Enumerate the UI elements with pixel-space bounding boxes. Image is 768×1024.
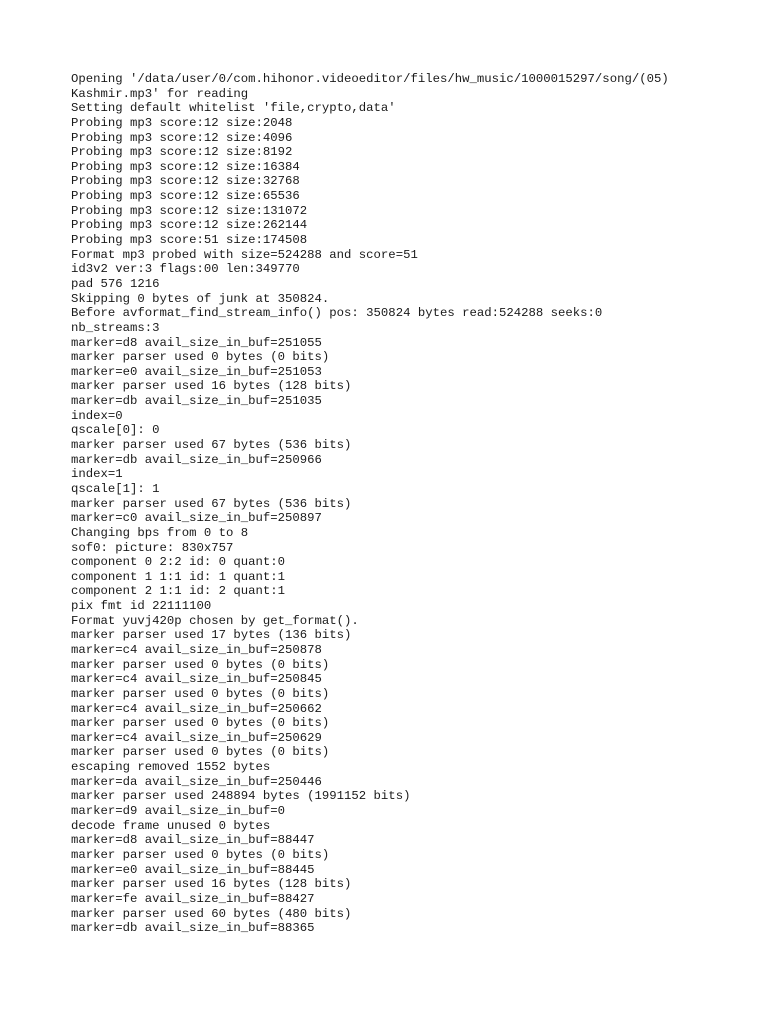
log-line: id3v2 ver:3 flags:00 len:349770	[71, 262, 300, 277]
log-line: Probing mp3 score:12 size:131072	[71, 203, 308, 218]
log-line: marker parser used 60 bytes (480 bits)	[71, 906, 352, 921]
log-line: marker parser used 67 bytes (536 bits)	[71, 438, 352, 453]
log-line: marker parser used 17 bytes (136 bits)	[71, 628, 352, 643]
log-line: Before avformat_find_stream_info() pos: 350824 bytes read:524288 seeks:0	[71, 306, 603, 321]
log-line: marker parser used 0 bytes (0 bits)	[71, 686, 330, 701]
log-line: marker parser used 0 bytes (0 bits)	[71, 745, 330, 760]
log-line: Probing mp3 score:12 size:16384	[71, 159, 300, 174]
log-line: marker=c4 avail_size_in_buf=250629	[71, 730, 322, 745]
log-line: marker=da avail_size_in_buf=250446	[71, 774, 322, 789]
log-line: index=1	[71, 467, 123, 482]
log-line: marker=c4 avail_size_in_buf=250878	[71, 642, 322, 657]
log-line: Changing bps from 0 to 8	[71, 525, 249, 540]
log-line: qscale[1]: 1	[71, 481, 160, 496]
log-line: Probing mp3 score:12 size:2048	[71, 115, 293, 130]
log-line: marker=e0 avail_size_in_buf=251053	[71, 364, 322, 379]
log-line: marker=db avail_size_in_buf=251035	[71, 394, 322, 409]
log-line: Probing mp3 score:12 size:4096	[71, 130, 293, 145]
log-line: marker=d9 avail_size_in_buf=0	[71, 804, 286, 819]
log-line: Probing mp3 score:12 size:65536	[71, 189, 300, 204]
log-line: Probing mp3 score:51 size:174508	[71, 233, 308, 248]
log-line: sof0: picture: 830x757	[71, 540, 234, 555]
log-line: Skipping 0 bytes of junk at 350824.	[71, 291, 330, 306]
log-line: Probing mp3 score:12 size:262144	[71, 218, 308, 233]
log-line: index=0	[71, 408, 123, 423]
log-line: marker=db avail_size_in_buf=88365	[71, 921, 315, 936]
log-line: marker=c4 avail_size_in_buf=250845	[71, 672, 322, 687]
log-line: marker=fe avail_size_in_buf=88427	[71, 891, 315, 906]
log-line: component 1 1:1 id: 1 quant:1	[71, 569, 286, 584]
log-line: marker=e0 avail_size_in_buf=88445	[71, 862, 315, 877]
log-line: marker parser used 0 bytes (0 bits)	[71, 350, 330, 365]
log-text-block	[71, 72, 751, 936]
log-line: marker=d8 avail_size_in_buf=88447	[71, 833, 315, 848]
log-line: marker=c0 avail_size_in_buf=250897	[71, 511, 322, 526]
log-line: Setting default whitelist 'file,crypto,data'	[71, 101, 396, 116]
log-line: decode frame unused 0 bytes	[71, 818, 271, 833]
log-line: marker parser used 248894 bytes (1991152 bits)	[71, 789, 411, 804]
log-line: marker=d8 avail_size_in_buf=251055	[71, 335, 322, 350]
log-line: Format yuvj420p chosen by get_format().	[71, 613, 359, 628]
log-line: marker parser used 16 bytes (128 bits)	[71, 379, 352, 394]
log-line: component 0 2:2 id: 0 quant:0	[71, 555, 286, 570]
log-line: escaping removed 1552 bytes	[71, 760, 271, 775]
log-line: marker parser used 67 bytes (536 bits)	[71, 496, 352, 511]
log-line: Opening '/data/user/0/com.hihonor.videoeditor/files/hw_music/1000015297/song/(05)	[71, 72, 669, 86]
log-line: marker parser used 0 bytes (0 bits)	[71, 657, 330, 672]
log-line: marker parser used 16 bytes (128 bits)	[71, 877, 352, 892]
log-line: pad 576 1216	[71, 276, 160, 291]
log-line: component 2 1:1 id: 2 quant:1	[71, 584, 286, 599]
log-line: pix fmt id 22111100	[71, 599, 212, 614]
log-line: marker=c4 avail_size_in_buf=250662	[71, 701, 322, 716]
log-line: nb_streams:3	[71, 320, 160, 335]
log-line: marker=db avail_size_in_buf=250966	[71, 452, 322, 467]
log-line: marker parser used 0 bytes (0 bits)	[71, 847, 330, 862]
log-line: Kashmir.mp3' for reading	[71, 86, 249, 101]
log-line: Format mp3 probed with size=524288 and score=51	[71, 247, 418, 262]
log-line: marker parser used 0 bytes (0 bits)	[71, 716, 330, 731]
log-line: Probing mp3 score:12 size:32768	[71, 174, 300, 189]
log-line: qscale[0]: 0	[71, 423, 160, 438]
log-line: Probing mp3 score:12 size:8192	[71, 145, 293, 160]
